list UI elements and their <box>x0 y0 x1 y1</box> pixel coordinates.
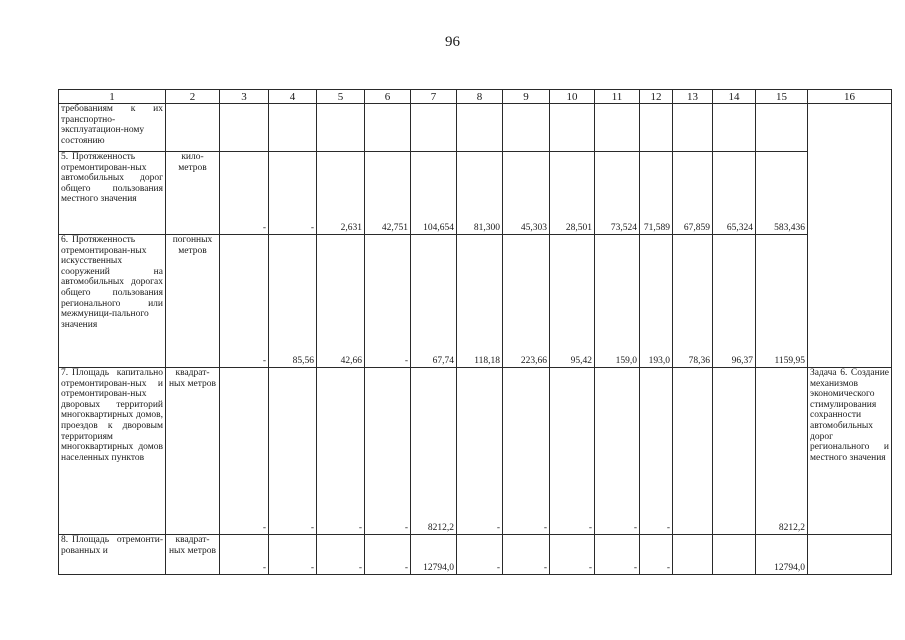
value-cell <box>550 104 595 152</box>
value-cell <box>269 104 317 152</box>
table-body <box>59 104 892 575</box>
indicator-name: требованиям к их транспортно-эксплуатацион-ному состоянию <box>61 104 163 146</box>
task-cell-empty <box>808 535 892 575</box>
value-cell: 95,42 <box>550 235 595 368</box>
indicator-name-cell <box>59 104 166 152</box>
value-cell: - <box>595 368 640 535</box>
indicator-name: Площадь отремонти-рованных и <box>61 535 163 556</box>
header-cell: 15 <box>756 90 808 104</box>
table-row <box>59 152 892 235</box>
header-cell: 1 <box>59 90 166 104</box>
value-cell <box>503 104 550 152</box>
value-cell: 42,751 <box>365 152 411 235</box>
value-cell: - <box>220 235 269 368</box>
value-cell: - <box>550 368 595 535</box>
value-cell: - <box>550 535 595 575</box>
header-cell: 4 <box>269 90 317 104</box>
value-cell: 65,324 <box>713 152 756 235</box>
table-header-row <box>59 90 892 104</box>
page-number: 96 <box>445 34 460 50</box>
header-cell: 14 <box>713 90 756 104</box>
value-cell <box>673 535 713 575</box>
value-cell: 67,859 <box>673 152 713 235</box>
value-cell: 85,56 <box>269 235 317 368</box>
value-cell <box>673 368 713 535</box>
value-cell <box>756 104 808 152</box>
unit-cell <box>166 104 220 152</box>
value-cell: - <box>457 368 503 535</box>
value-cell: 223,66 <box>503 235 550 368</box>
value-cell: - <box>269 535 317 575</box>
value-cell <box>317 104 365 152</box>
value-cell <box>673 104 713 152</box>
value-cell: 12794,0 <box>756 535 808 575</box>
value-cell: 1159,95 <box>756 235 808 368</box>
indicator-name: Протяженность отремонтирован-ных искусственных сооружений на автомобильных дорогах общего пользования регионального или межмуници-пального значения <box>61 235 163 330</box>
value-cell <box>365 104 411 152</box>
value-cell: - <box>595 535 640 575</box>
value-cell <box>595 104 640 152</box>
value-cell: 28,501 <box>550 152 595 235</box>
row-number: 6. <box>61 235 69 245</box>
value-cell: 12794,0 <box>411 535 457 575</box>
value-cell: 8212,2 <box>756 368 808 535</box>
unit-cell: кило-метров <box>166 152 220 235</box>
value-cell: 8212,2 <box>411 368 457 535</box>
value-cell: 583,436 <box>756 152 808 235</box>
value-cell <box>220 104 269 152</box>
header-cell: 2 <box>166 90 220 104</box>
value-cell: - <box>365 535 411 575</box>
header-cell: 13 <box>673 90 713 104</box>
header-cell: 9 <box>503 90 550 104</box>
header-cell: 7 <box>411 90 457 104</box>
value-cell: - <box>640 368 673 535</box>
row-number: 5. <box>61 152 69 162</box>
value-cell: 2,631 <box>317 152 365 235</box>
value-cell <box>713 535 756 575</box>
header-cell: 12 <box>640 90 673 104</box>
value-cell: 193,0 <box>640 235 673 368</box>
value-cell: - <box>457 535 503 575</box>
value-cell: 159,0 <box>595 235 640 368</box>
table-row <box>59 368 892 535</box>
value-cell: - <box>269 368 317 535</box>
indicator-name: Протяженность отремонтирован-ных автомобильных дорог общего пользования местного значения <box>61 152 163 205</box>
unit-cell: погонных метров <box>166 235 220 368</box>
indicator-name-cell <box>59 235 166 368</box>
value-cell <box>411 104 457 152</box>
value-cell: 67,74 <box>411 235 457 368</box>
value-cell: 118,18 <box>457 235 503 368</box>
header-cell: 8 <box>457 90 503 104</box>
value-cell: - <box>317 535 365 575</box>
header-cell: 10 <box>550 90 595 104</box>
indicator-name-cell <box>59 152 166 235</box>
header-cell: 3 <box>220 90 269 104</box>
value-cell <box>640 104 673 152</box>
row-number: 8. <box>61 535 69 545</box>
value-cell: 96,37 <box>713 235 756 368</box>
value-cell: 45,303 <box>503 152 550 235</box>
value-cell: 81,300 <box>457 152 503 235</box>
table-row <box>59 104 892 152</box>
header-cell: 16 <box>808 90 892 104</box>
indicator-name: Площадь капитально отремонтирован-ных и отремонтирован-ных дворовых территорий многоквартирных домов, проездов к дворовым территориям многоквартирных домов населенных пунктов <box>61 368 163 463</box>
table-row <box>59 535 892 575</box>
value-cell: 71,589 <box>640 152 673 235</box>
value-cell: - <box>269 152 317 235</box>
value-cell: - <box>365 368 411 535</box>
header-cell: 5 <box>317 90 365 104</box>
task-cell-empty <box>808 104 892 368</box>
value-cell: - <box>317 368 365 535</box>
header-cell: 11 <box>595 90 640 104</box>
unit-cell: квадрат-ных метров <box>166 535 220 575</box>
value-cell: - <box>503 535 550 575</box>
unit-cell: квадрат-ных метров <box>166 368 220 535</box>
value-cell: - <box>220 152 269 235</box>
row-number: 7. <box>61 368 69 378</box>
table-row <box>59 235 892 368</box>
value-cell <box>713 368 756 535</box>
indicator-name-cell <box>59 535 166 575</box>
value-cell: - <box>220 368 269 535</box>
header-cell: 6 <box>365 90 411 104</box>
value-cell: 104,654 <box>411 152 457 235</box>
value-cell: - <box>220 535 269 575</box>
indicator-name-cell <box>59 368 166 535</box>
value-cell: 42,66 <box>317 235 365 368</box>
value-cell <box>457 104 503 152</box>
value-cell: 78,36 <box>673 235 713 368</box>
task-cell: Задача 6. Создание механизмов экономического стимулирования сохранности автомобильных дорог регионального и местного значения <box>808 368 892 535</box>
value-cell: - <box>640 535 673 575</box>
value-cell <box>713 104 756 152</box>
value-cell: 73,524 <box>595 152 640 235</box>
indicators-table <box>58 89 892 575</box>
value-cell: - <box>365 235 411 368</box>
value-cell: - <box>503 368 550 535</box>
